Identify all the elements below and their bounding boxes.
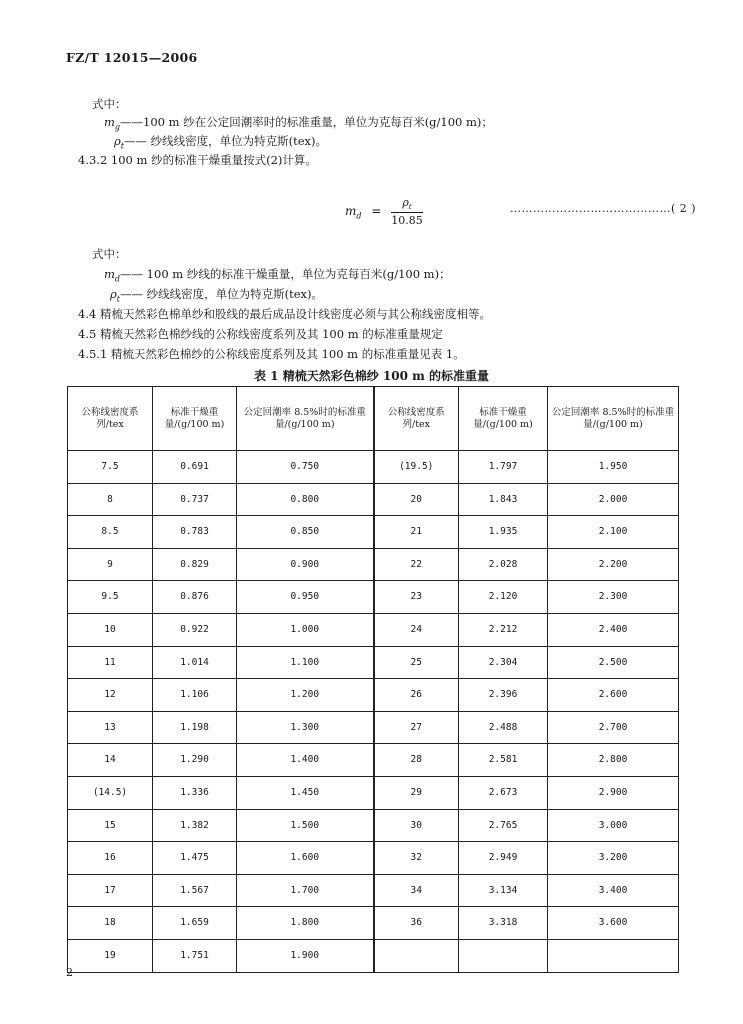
table-cell: 0.876 — [153, 581, 237, 614]
table-cell: 1.450 — [237, 776, 374, 809]
table-cell: 14 — [68, 744, 153, 777]
standard-number: FZ/T 12015—2006 — [66, 50, 198, 65]
column-header: 标准干燥重量/(g/100 m) — [153, 387, 237, 451]
legend2-intro: 式中： — [92, 247, 127, 261]
column-header: 公定回潮率 8.5%时的标准重量/(g/100 m) — [548, 387, 679, 451]
table-cell: 2.488 — [459, 711, 548, 744]
table-cell: (14.5) — [68, 776, 153, 809]
table-cell: 2.100 — [548, 516, 679, 549]
clause-4-3-2: 4.3.2 100 m 纱的标准干燥重量按式(2)计算。 — [78, 153, 317, 167]
symbol-sub-d: d — [114, 274, 121, 284]
symbol-rho-2: ρ — [110, 287, 117, 301]
table-cell: 1.106 — [153, 679, 237, 712]
table-cell: 34 — [374, 874, 459, 907]
table-cell: 2.800 — [548, 744, 679, 777]
table-cell: 0.737 — [153, 483, 237, 516]
table-cell: 2.028 — [459, 548, 548, 581]
table-cell: 11 — [68, 646, 153, 679]
table-cell: 0.829 — [153, 548, 237, 581]
table-row — [68, 809, 679, 842]
table-cell: 7.5 — [68, 451, 153, 484]
table-cell: 3.200 — [548, 842, 679, 875]
table-cell: 23 — [374, 581, 459, 614]
table-cell: 1.200 — [237, 679, 374, 712]
formula-lhs: m — [345, 204, 357, 219]
column-header: 公称线密度系列/tex — [374, 387, 459, 451]
table-cell: 1.290 — [153, 744, 237, 777]
symbol-rho: ρ — [114, 134, 121, 148]
legend-mg-line — [104, 114, 493, 131]
table-cell: 1.475 — [153, 842, 237, 875]
table-cell: 27 — [374, 711, 459, 744]
table-cell — [374, 939, 459, 972]
table-row — [68, 776, 679, 809]
table-cell: 30 — [374, 809, 459, 842]
table-cell: 29 — [374, 776, 459, 809]
table-row — [68, 679, 679, 712]
formula-2 — [345, 196, 423, 227]
table-cell: 2.200 — [548, 548, 679, 581]
table-row — [68, 939, 679, 972]
clause-4-5: 4.5 精梳天然彩色棉纱线的公称线密度系列及其 100 m 的标准重量规定 — [78, 327, 443, 341]
symbol-sub-t: t — [120, 141, 124, 151]
table-cell: 2.212 — [459, 613, 548, 646]
formula-denominator: 10.85 — [391, 214, 423, 228]
table-cell: 2.949 — [459, 842, 548, 875]
table-cell: 0.691 — [153, 451, 237, 484]
table-cell: 1.600 — [237, 842, 374, 875]
table-cell: 1.950 — [548, 451, 679, 484]
symbol-sub-g: g — [114, 122, 121, 132]
table-caption: 表 1 精梳天然彩色棉纱 100 m 的标准重量 — [254, 369, 489, 383]
legend-rho-text: —— 纱线线密度，单位为特克斯(tex)。 — [123, 134, 328, 148]
table-cell — [459, 939, 548, 972]
table-cell: 2.600 — [548, 679, 679, 712]
clause-4-4: 4.4 精梳天然彩色棉单纱和股线的最后成品设计线密度必须与其公称线密度相等。 — [78, 307, 491, 321]
table-row — [68, 646, 679, 679]
table-cell: 3.400 — [548, 874, 679, 907]
table-cell: 20 — [374, 483, 459, 516]
table-cell: 1.100 — [237, 646, 374, 679]
table-cell: 15 — [68, 809, 153, 842]
table-cell: 24 — [374, 613, 459, 646]
table-cell: 2.700 — [548, 711, 679, 744]
table-cell: 1.198 — [153, 711, 237, 744]
table-cell: 19 — [68, 939, 153, 972]
table-cell: 1.843 — [459, 483, 548, 516]
table-cell: 0.750 — [237, 451, 374, 484]
legend-intro: 式中： — [92, 97, 127, 111]
legend-rho-line — [114, 133, 327, 150]
table-cell: 18 — [68, 907, 153, 940]
table-body — [68, 451, 679, 973]
table-cell: 3.134 — [459, 874, 548, 907]
table-row — [68, 613, 679, 646]
table-cell: 2.673 — [459, 776, 548, 809]
table-cell: 1.935 — [459, 516, 548, 549]
standard-weight-table — [67, 386, 679, 973]
table-cell: 10 — [68, 613, 153, 646]
table-cell: 22 — [374, 548, 459, 581]
formula-numerator: $\rho_t$ — [391, 196, 423, 213]
table-cell — [548, 939, 679, 972]
table-cell: 0.922 — [153, 613, 237, 646]
table-row — [68, 842, 679, 875]
table-row — [68, 516, 679, 549]
table-cell: 1.659 — [153, 907, 237, 940]
table-cell: 0.800 — [237, 483, 374, 516]
table-cell: 2.500 — [548, 646, 679, 679]
table-cell: 36 — [374, 907, 459, 940]
table-cell: 1.797 — [459, 451, 548, 484]
legend2-rho-line — [110, 286, 323, 303]
table-cell: 1.336 — [153, 776, 237, 809]
table-cell: 2.765 — [459, 809, 548, 842]
table-row — [68, 874, 679, 907]
table-cell: 2.120 — [459, 581, 548, 614]
table-cell: 1.567 — [153, 874, 237, 907]
column-header: 标准干燥重量/(g/100 m) — [459, 387, 548, 451]
table-cell: 16 — [68, 842, 153, 875]
symbol-m: m — [104, 115, 115, 129]
table-row — [68, 711, 679, 744]
table-header — [68, 387, 679, 451]
table-cell: 2.900 — [548, 776, 679, 809]
table-cell: 1.500 — [237, 809, 374, 842]
formula-number: ……………………………………( 2 ) — [510, 202, 697, 215]
table-cell: 2.000 — [548, 483, 679, 516]
table-cell: 28 — [374, 744, 459, 777]
table-row — [68, 483, 679, 516]
symbol-md: m — [104, 267, 115, 281]
table-cell: 21 — [374, 516, 459, 549]
table-cell: 1.000 — [237, 613, 374, 646]
legend-mg-text: ——100 m 纱在公定回潮率时的标准重量，单位为克每百米(g/100 m)； — [120, 115, 493, 129]
table-cell: 9.5 — [68, 581, 153, 614]
table-cell: 1.014 — [153, 646, 237, 679]
table-cell: 2.400 — [548, 613, 679, 646]
table-cell: 1.800 — [237, 907, 374, 940]
legend2-md-line — [104, 266, 451, 283]
table-cell: 2.581 — [459, 744, 548, 777]
table-cell: 3.600 — [548, 907, 679, 940]
table-cell: 0.950 — [237, 581, 374, 614]
table-cell: 3.318 — [459, 907, 548, 940]
table-row — [68, 581, 679, 614]
table-cell: 1.400 — [237, 744, 374, 777]
table-cell: 1.700 — [237, 874, 374, 907]
table-cell: 0.783 — [153, 516, 237, 549]
table-cell: 8 — [68, 483, 153, 516]
table-cell: 2.300 — [548, 581, 679, 614]
column-header: 公称线密度系列/tex — [68, 387, 153, 451]
table-cell: 0.850 — [237, 516, 374, 549]
table-cell: 1.900 — [237, 939, 374, 972]
table-cell: 32 — [374, 842, 459, 875]
table-cell: 2.396 — [459, 679, 548, 712]
legend2-md-text: —— 100 m 纱线的标准干燥重量，单位为克每百米(g/100 m)； — [120, 267, 451, 281]
table-cell: 1.751 — [153, 939, 237, 972]
table-cell: 9 — [68, 548, 153, 581]
table-cell: 8.5 — [68, 516, 153, 549]
formula-equals: = — [371, 204, 382, 219]
formula-lhs-sub: d — [356, 211, 362, 221]
table-row — [68, 451, 679, 484]
table-cell: 26 — [374, 679, 459, 712]
page-number: 2 — [66, 966, 73, 979]
formula-fraction — [391, 196, 423, 227]
table-cell: 0.900 — [237, 548, 374, 581]
symbol-sub-t-2: t — [116, 294, 120, 304]
table-cell: 3.000 — [548, 809, 679, 842]
table-cell: 1.300 — [237, 711, 374, 744]
table-cell: 17 — [68, 874, 153, 907]
column-header: 公定回潮率 8.5%时的标准重量/(g/100 m) — [237, 387, 374, 451]
table-cell: 12 — [68, 679, 153, 712]
table-cell: (19.5) — [374, 451, 459, 484]
legend2-rho-text: —— 纱线线密度，单位为特克斯(tex)。 — [119, 287, 324, 301]
table-cell: 1.382 — [153, 809, 237, 842]
table-row — [68, 907, 679, 940]
table-row — [68, 744, 679, 777]
clause-4-5-1: 4.5.1 精梳天然彩色棉纱的公称线密度系列及其 100 m 的标准重量见表 1。 — [78, 347, 465, 361]
table-cell: 13 — [68, 711, 153, 744]
table-cell: 2.304 — [459, 646, 548, 679]
table-cell: 25 — [374, 646, 459, 679]
table-row — [68, 548, 679, 581]
